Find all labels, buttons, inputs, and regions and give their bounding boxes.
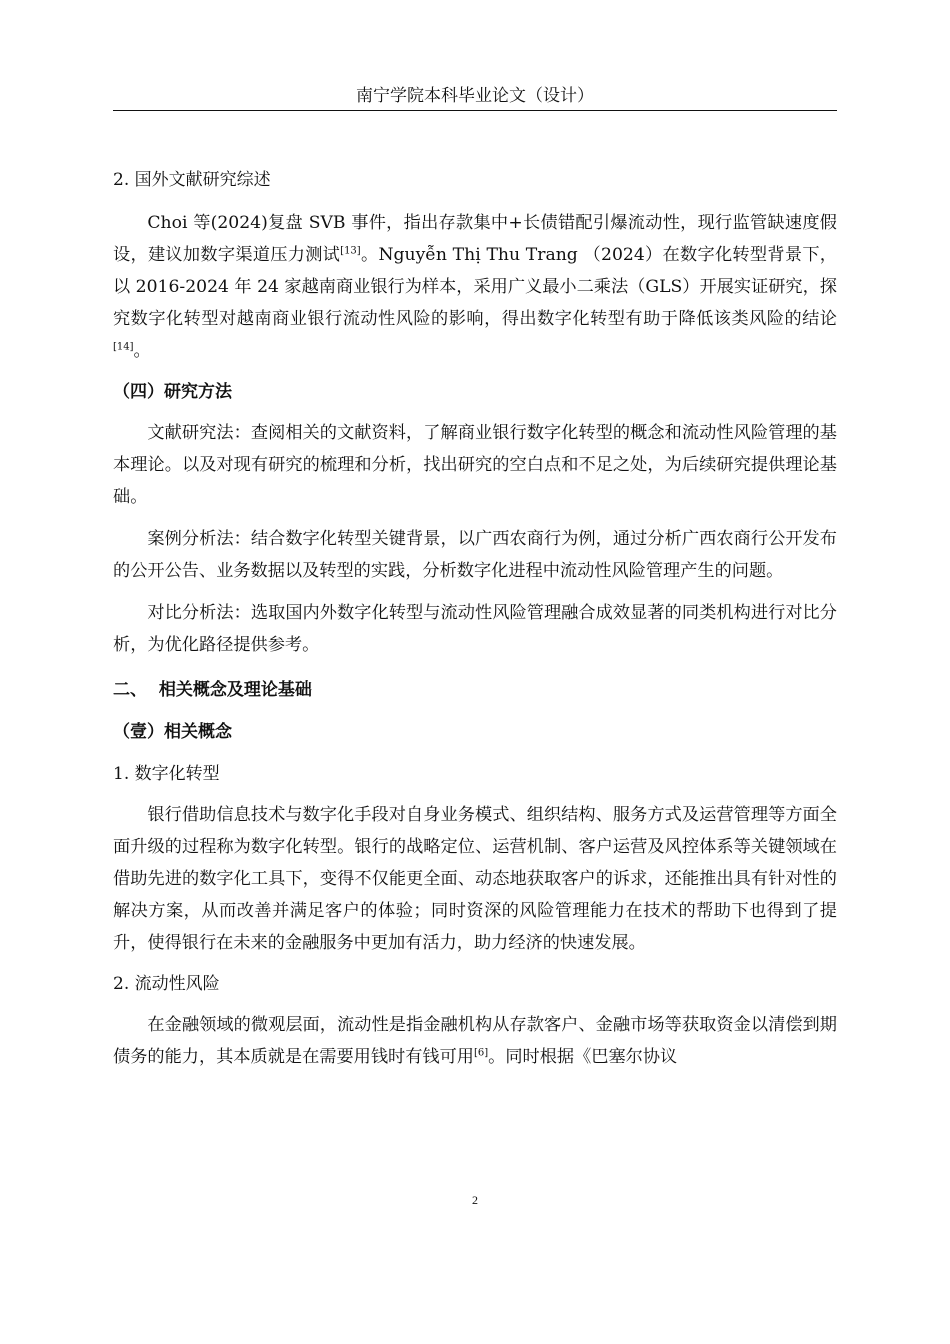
subsection-heading-liquidity-risk: 2. 流动性风险 xyxy=(113,974,220,994)
paragraph-text: 在金融领域的微观层面，流动性是指金融机构从存款客户、金融市场等获取资金以清偿到期债务的能力，其本质就是在需要用钱时有钱可用 xyxy=(113,1015,837,1067)
paragraph-text: 。同时根据《巴塞尔协议 xyxy=(488,1047,678,1067)
section-heading-research-methods: （四）研究方法 xyxy=(113,382,232,402)
paragraph-text: Choi 等(2024)复盘 SVB 事件，指出存款集中+长债错配引爆流动性，现行监管缺速度假设，建议加数字渠道压力测试 xyxy=(113,213,837,265)
page-number: 2 xyxy=(472,1193,478,1207)
paragraph-digital-transformation: 银行借助信息技术与数字化手段对自身业务模式、组织结构、服务方式及运营管理等方面全面升级的过程称为数字化转型。银行的战略定位、运营机制、客户运营及风控体系等关键领域在借助先进的数字化工具下，变得不仅能更全面、动态地获取客户的诉求，还能推出具有针对性的解决方案，从而改善并满足客户的体验；同时资深的风险管理能力在技术的帮助下也得到了提升，使得银行在未来的金融服务中更加有活力，助力经济的快速发展。 xyxy=(113,805,837,953)
paragraph-case-method: 案例分析法：结合数字化转型关键背景，以广西农商行为例，通过分析广西农商行公开发布的公开公告、业务数据以及转型的实践，分析数字化进程中流动性风险管理产生的问题。 xyxy=(113,529,837,581)
paragraph-liquidity-risk xyxy=(113,1009,837,1073)
citation-ref: [14] xyxy=(113,341,134,353)
citation-ref: [13] xyxy=(340,245,361,257)
page-header-title: 南宁学院本科毕业论文（设计） xyxy=(356,86,594,106)
section-heading-foreign-literature: 2. 国外文献研究综述 xyxy=(113,170,271,190)
paragraph-text: 。Nguyễn Thị Thu Trang （2024）在数字化转型背景下，以 2016-2024 年 24 家越南商业银行为样本，采用广义最小二乘法（GLS）开展实证研究，探究数字化转型对越南商业银行流动性风险的影响，得出数字化转型有助于降低该类风险的结论 xyxy=(113,245,837,329)
header-divider xyxy=(113,110,837,111)
paragraph-comparison-method: 对比分析法：选取国内外数字化转型与流动性风险管理融合成效显著的同类机构进行对比分析，为优化路径提供参考。 xyxy=(113,603,837,655)
paragraph-text: 。 xyxy=(133,341,151,361)
citation-ref: [6] xyxy=(473,1047,489,1059)
paragraph-literature-method: 文献研究法：查阅相关的文献资料，了解商业银行数字化转型的概念和流动性风险管理的基本理论。以及对现有研究的梳理和分析，找出研究的空白点和不足之处，为后续研究提供理论基础。 xyxy=(113,423,837,507)
page-body xyxy=(113,165,837,1073)
section-heading-related-concepts: （壹）相关概念 xyxy=(113,722,232,742)
paragraph-foreign-literature xyxy=(113,207,837,367)
subsection-heading-digital-transformation: 1. 数字化转型 xyxy=(113,764,220,784)
chapter-heading-concepts: 二、 相关概念及理论基础 xyxy=(113,680,312,700)
